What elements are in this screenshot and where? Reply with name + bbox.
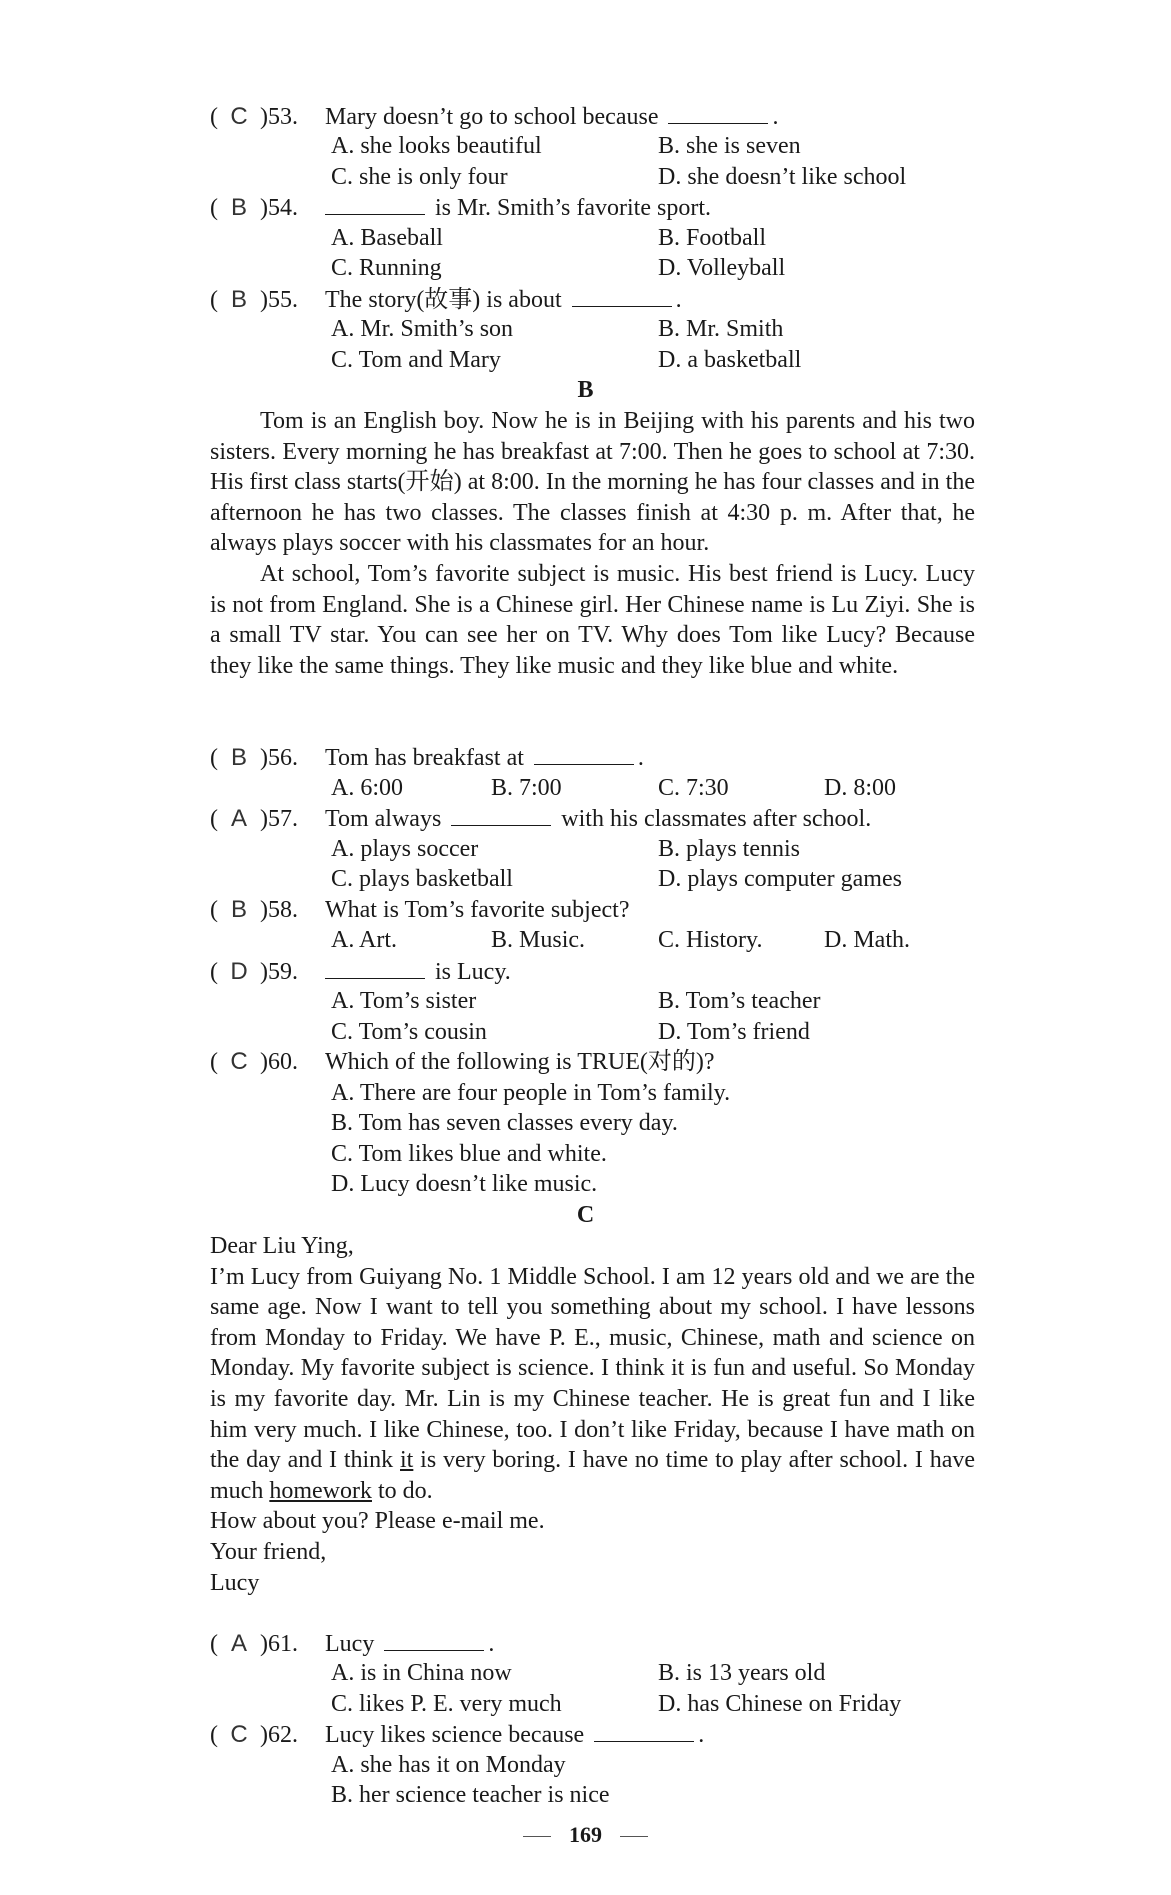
answer-bracket: ( B )55. <box>210 286 298 313</box>
divider <box>523 1836 551 1837</box>
answer-bracket: ( D )59. <box>210 958 298 985</box>
question-62 <box>210 1719 704 1750</box>
question-57 <box>210 803 871 834</box>
option-d: D. Volleyball <box>658 255 786 281</box>
question-60 <box>210 1047 714 1077</box>
question-number: )61. <box>260 1631 298 1657</box>
letter-body-text: to do. <box>377 1477 433 1504</box>
option-c: C. 7:30 <box>658 775 729 801</box>
option-a: A. is in China now <box>331 1660 512 1686</box>
question-number: )55. <box>260 287 298 313</box>
option-d: D. Lucy doesn’t like music. <box>331 1171 598 1197</box>
option-a: A. There are four people in Tom’s family. <box>331 1080 731 1106</box>
question-stem-end: . <box>698 1722 705 1748</box>
section-heading-c: C <box>576 1202 595 1228</box>
answer-blank <box>572 284 672 307</box>
answer-letter: A <box>230 805 247 832</box>
option-a: A. 6:00 <box>331 775 403 801</box>
question-number: )59. <box>260 959 298 985</box>
option-d: D. has Chinese on Friday <box>658 1691 902 1717</box>
answer-blank <box>668 101 768 124</box>
option-d: D. Math. <box>824 927 910 953</box>
option-c: C. she is only four <box>331 164 508 190</box>
option-a: A. Mr. Smith’s son <box>331 316 514 342</box>
question-stem: Lucy <box>325 1631 375 1657</box>
answer-blank <box>325 956 425 979</box>
option-d: D. a basketball <box>658 347 802 373</box>
option-c: C. plays basketball <box>331 866 513 892</box>
option-b: B. her science teacher is nice <box>331 1782 610 1808</box>
option-b: B. 7:00 <box>491 775 562 801</box>
divider <box>620 1836 648 1837</box>
question-stem-end: with his classmates after school. <box>561 806 872 832</box>
answer-bracket: ( B )58. <box>210 896 298 923</box>
question-number: )54. <box>260 195 298 221</box>
option-b: B. she is seven <box>658 133 801 159</box>
question-54 <box>210 192 711 223</box>
question-number: )57. <box>260 806 298 832</box>
question-56 <box>210 742 644 773</box>
question-55 <box>210 284 682 315</box>
answer-bracket: ( A )57. <box>210 805 298 832</box>
question-number: )56. <box>260 745 298 771</box>
letter-body-text: is very boring. I have no time to play after school. I have much <box>210 1447 976 1504</box>
answer-bracket: ( B )56. <box>210 744 298 771</box>
page-number-text: 169 <box>569 1822 602 1847</box>
question-stem-end: . <box>675 287 682 313</box>
question-number: )53. <box>260 104 298 130</box>
question-stem-end: . <box>488 1631 495 1657</box>
option-a: A. plays soccer <box>331 836 479 862</box>
option-d: D. she doesn’t like school <box>658 164 907 190</box>
letter-signature: Lucy <box>210 1569 260 1596</box>
answer-blank <box>534 742 634 765</box>
answer-blank <box>451 803 551 826</box>
option-b: B. Tom’s teacher <box>658 988 821 1014</box>
option-b: B. Mr. Smith <box>658 316 784 342</box>
passage-paragraph: At school, Tom’s favorite subject is music. His best friend is Lucy. Lucy is not from England. She is a Chinese girl. Her Chinese name is Lu Ziyi. She is a small TV star. You can see her on TV. Why does Tom like Lucy? Because they like the same things. They like music and they like blue and white. <box>210 560 975 679</box>
answer-letter: A <box>230 1630 247 1657</box>
question-number: )60. <box>260 1049 298 1075</box>
option-c: C. Tom likes blue and white. <box>331 1141 607 1167</box>
option-a: A. Art. <box>331 927 397 953</box>
question-stem-end: . <box>772 104 779 130</box>
option-b: B. is 13 years old <box>658 1660 826 1686</box>
answer-bracket: ( B )54. <box>210 194 298 221</box>
option-d: D. plays computer games <box>658 866 902 892</box>
passage-b <box>210 406 975 681</box>
question-stem-end: . <box>637 745 644 771</box>
answer-letter: C <box>230 1048 248 1075</box>
option-c: C. likes P. E. very much <box>331 1691 562 1717</box>
question-53 <box>210 101 778 132</box>
question-number: )58. <box>260 897 298 923</box>
option-c: C. Tom and Mary <box>331 347 501 373</box>
answer-letter: B <box>230 194 247 221</box>
option-b: B. plays tennis <box>658 836 800 862</box>
letter-salutation: Dear Liu Ying, <box>210 1233 354 1259</box>
question-stem: What is Tom’s favorite subject? <box>325 897 630 923</box>
question-58 <box>210 895 629 925</box>
option-d: D. 8:00 <box>824 775 896 801</box>
answer-bracket: ( C )53. <box>210 103 298 130</box>
letter-c <box>210 1231 975 1598</box>
option-c: C. History. <box>658 927 763 953</box>
option-c: C. Running <box>331 255 442 281</box>
answer-letter: B <box>230 744 247 771</box>
question-stem: Mary doesn’t go to school because <box>325 104 659 130</box>
question-number: )62. <box>260 1722 298 1748</box>
option-a: A. she has it on Monday <box>331 1752 566 1778</box>
letter-body <box>210 1262 975 1507</box>
question-stem: Lucy likes science because <box>325 1722 585 1748</box>
letter-closing: Your friend, <box>210 1538 327 1565</box>
question-61 <box>210 1628 494 1659</box>
option-b: B. Music. <box>491 927 586 953</box>
letter-body-text: I’m Lucy from Guiyang No. 1 Middle School. I am 12 years old and we are the same age. Now I want to tell you something about my school. I have lessons from Monday to Friday. We have P. E., music, Chinese, math and science on Monday. My favorite subject is science. I think it is fun and useful. So Monday is my favorite day. Mr. Lin is my Chinese teacher. He is great fun and I like him very much. I like Chinese, too. I don’t like Friday, because I have math on the day and I think <box>210 1263 975 1474</box>
question-stem: The story(故事) is about <box>325 287 562 313</box>
question-stem: Which of the following is TRUE(对的)? <box>325 1049 715 1075</box>
option-d: D. Tom’s friend <box>658 1019 810 1045</box>
answer-letter: D <box>230 958 248 985</box>
option-a: A. Tom’s sister <box>331 988 477 1014</box>
answer-blank <box>384 1628 484 1651</box>
question-stem: is Lucy. <box>435 959 511 985</box>
answer-bracket: ( C )60. <box>210 1048 298 1075</box>
option-a: A. Baseball <box>331 225 443 251</box>
question-stem: Tom has breakfast at <box>325 745 524 771</box>
option-a: A. she looks beautiful <box>331 133 542 159</box>
section-heading-b: B <box>577 377 594 403</box>
answer-bracket: ( A )61. <box>210 1630 298 1657</box>
letter-closing: How about you? Please e-mail me. <box>210 1508 545 1535</box>
option-b: B. Tom has seven classes every day. <box>331 1110 678 1136</box>
answer-letter: B <box>230 896 247 923</box>
answer-blank <box>594 1719 694 1742</box>
question-stem: Tom always <box>325 806 442 832</box>
underlined-word: it <box>400 1447 414 1474</box>
answer-bracket: ( C )62. <box>210 1721 298 1748</box>
answer-letter: C <box>230 1721 248 1748</box>
answer-letter: B <box>230 286 247 313</box>
question-59 <box>210 956 511 987</box>
answer-blank <box>325 192 425 215</box>
question-stem: is Mr. Smith’s favorite sport. <box>435 195 711 221</box>
page-number <box>0 1822 1171 1848</box>
answer-letter: C <box>230 103 248 130</box>
option-b: B. Football <box>658 225 767 251</box>
passage-paragraph: Tom is an English boy. Now he is in Beijing with his parents and his two sisters. Every morning he has breakfast at 7:00. Then he goes to school at 7:30. His first class starts(开始) at 8:00. In the morning he has four classes and in the afternoon he has two classes. The classes finish at 4:30 p. m. After that, he always plays soccer with his classmates for an hour. <box>210 408 975 557</box>
option-c: C. Tom’s cousin <box>331 1019 487 1045</box>
underlined-word: homework <box>269 1477 372 1504</box>
